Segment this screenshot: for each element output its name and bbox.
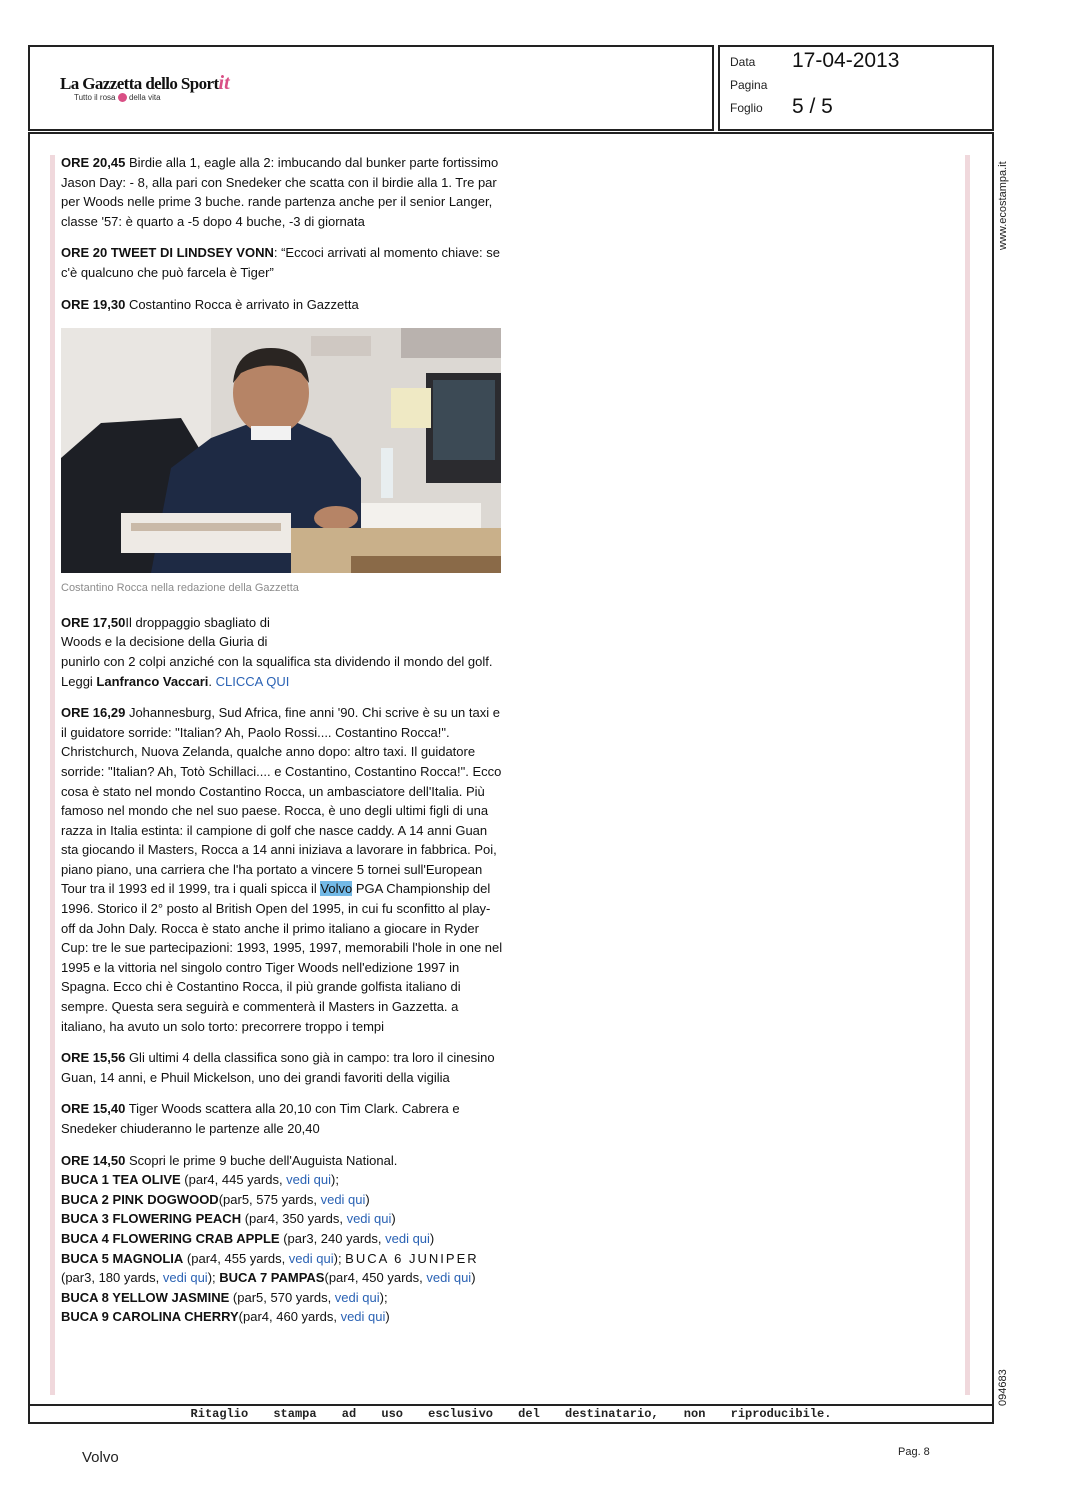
hole-name: BUCA 4 FLOWERING CRAB APPLE bbox=[61, 1230, 280, 1246]
hole-name: BUCA 7 PAMPAS bbox=[219, 1270, 325, 1286]
photo bbox=[61, 328, 501, 573]
hole-name: BUCA 9 CAROLINA CHERRY bbox=[61, 1309, 239, 1325]
update-time: ORE 17,50 bbox=[61, 614, 126, 630]
update-1556 bbox=[61, 1048, 503, 1087]
footer-page-number: Pag. 8 bbox=[898, 1446, 930, 1458]
hole-4-link[interactable]: vedi qui bbox=[385, 1230, 430, 1246]
update-1540 bbox=[61, 1099, 503, 1138]
sheet-label: Foglio bbox=[730, 101, 763, 115]
right-margin-bar bbox=[965, 155, 970, 1395]
hole-7-link[interactable]: vedi qui bbox=[426, 1270, 472, 1286]
page-label: Pagina bbox=[730, 78, 768, 92]
update-time: ORE 15,56 bbox=[61, 1050, 126, 1066]
hole-name: BUCA 2 PINK DOGWOOD bbox=[61, 1191, 219, 1207]
date-label: Data bbox=[730, 55, 756, 69]
left-margin-bar bbox=[50, 155, 55, 1395]
logo-suffix: it bbox=[218, 72, 230, 94]
update-time: ORE 19,30 bbox=[61, 296, 126, 312]
author-name: Lanfranco Vaccari bbox=[96, 673, 209, 689]
side-code: 094683 bbox=[997, 1369, 1009, 1406]
usage-notice: Ritaglio stampa ad uso esclusivo del destinatario, non riproducibile. bbox=[190, 1407, 832, 1421]
logo bbox=[60, 72, 230, 102]
update-text: Tiger Woods scattera alla 20,10 con Tim Clark. Cabrera e Snedeker chiuderanno le partenze alle 20,40 bbox=[61, 1101, 460, 1136]
highlight-volvo: Volvo bbox=[320, 881, 353, 897]
hole-name: BUCA 3 FLOWERING PEACH bbox=[61, 1211, 242, 1227]
article bbox=[61, 153, 503, 1327]
logo-title: La Gazzetta dello Sport bbox=[60, 74, 219, 93]
update-time: ORE 14,50 bbox=[61, 1152, 126, 1168]
update-2045 bbox=[61, 153, 503, 231]
logo-tagline: Tutto il rosa della vita bbox=[74, 93, 161, 102]
hole-name: BUCA 1 TEA OLIVE bbox=[61, 1172, 181, 1188]
update-time: ORE 20 TWEET DI LINDSEY VONN bbox=[61, 245, 274, 261]
hole-1-link[interactable]: vedi qui bbox=[286, 1172, 331, 1188]
click-here-link[interactable]: CLICCA QUI bbox=[215, 673, 290, 689]
footer-brand: Volvo bbox=[82, 1449, 119, 1466]
update-text: : “Eccoci arrivati al momento chiave: se c'è qualcuno che può farcela è Tiger” bbox=[61, 245, 500, 280]
hole-3-link[interactable]: vedi qui bbox=[346, 1211, 392, 1227]
side-url: www.ecostampa.it bbox=[997, 161, 1009, 250]
update-1930 bbox=[61, 295, 503, 315]
hole-5-link[interactable]: vedi qui bbox=[288, 1250, 334, 1266]
update-1629: ORE 16,29 Johannesburg, Sud Africa, fine anni '90. Chi scrive è su un taxi e il guidatore sorride: "Italian? Ah, Paolo Rossi.... Costantino Rocca!". Christchurch, Nuova Zelanda, qualche anno dopo: altro taxi. Il guidatore sorride: "Italian? Ah, Totò Schillaci.... e Costantino, Costantino Rocca!". Ecco cosa è stato nel mondo Costantino Rocca, un ambasciatore dell'Italia. Più famoso nel mondo che nel suo paese. Rocca, è uno degli ultimi figli di una razza in Italia estinta: il campione di golf che nasce caddy. A 14 anni Guan sta giocando il Masters, Rocca a 14 anni iniziava a lavorare in fabbrica. Poi, piano piano, una carriera che l'ha portato a vincere 5 tornei sull'European Tour tra il 1993 ed il 1999, tra i quali spicca il Volvo PGA Championship del 1996. Storico il 2° posto al British Open del 1995, in cui fu sconfitto al play-off da John Daly. Rocca è stato anche il primo italiano a giocare in Ryder Cup: tre le sue partecipazioni: 1993, 1995, 1997, memorabili l'hole in one nel 1995 e la vittoria nel singolo contro Tiger Woods nell'edizione 1997 in Spagna. Ecco chi è Costantino Rocca, il più grande golfista italiano di sempre. Questa sera seguirà e commenterà il Masters in Gazzetta. a italiano, ha avuto un solo torto: precorrere troppo i tempi bbox=[61, 705, 503, 1034]
sheet-value: 5 / 5 bbox=[792, 95, 833, 118]
update-time: ORE 20,45 bbox=[61, 155, 126, 170]
update-text: Costantino Rocca è arrivato in Gazzetta bbox=[125, 296, 359, 312]
update-text: Birdie alla 1, eagle alla 2: imbucando dal bunker parte fortissimo Jason Day: - 8, alla pari con Snedeker che scatta con il birdie alla 1. Tre par per Woods nelle prime 3 buche. rande partenza anche per il senior Langer, classe '57: è quarto a -5 dopo 4 buche, -3 di giornata bbox=[61, 155, 499, 229]
update-1750: ORE 17,50Il droppaggio sbagliato di Woods e la decisione della Giuria di punirlo con 2 colpi anziché con la squalifica sta dividendo il mondo del golf. Leggi Lanfranco Vaccari. CLICCA QUI bbox=[61, 614, 493, 689]
update-time: ORE 15,40 bbox=[61, 1101, 126, 1117]
logo-rose-icon bbox=[118, 93, 127, 102]
photo-illustration bbox=[61, 328, 501, 573]
strip-divider bbox=[28, 1404, 994, 1406]
photo-caption: Costantino Rocca nella redazione della Gazzetta bbox=[61, 582, 299, 595]
hole-6-link[interactable]: vedi qui bbox=[162, 1270, 208, 1286]
date-value: 17-04-2013 bbox=[792, 49, 900, 72]
hole-8-link[interactable]: vedi qui bbox=[334, 1289, 380, 1305]
update-1450: ORE 14,50 Scopri le prime 9 buche dell'Auguista National. BUCA 1 TEA OLIVE (par4, 445 yards, vedi qui); BUCA 2 PINK DOGWOOD(par5, 575 yards, vedi qui) BUCA 3 FLOWERING PEACH (par4, 350 yards, vedi qui) BUCA 4 FLOWERING CRAB APPLE (par3, 240 yards, vedi qui) BUCA 5 MAGNOLIA (par4, 455 yards, vedi qui); BUCA 6 JUNIPER (par3, 180 yards, vedi qui); BUCA 7 PAMPAS(par4, 450 yards, vedi qui) BUCA 8 YELLOW JASMINE (par5, 570 yards, vedi qui); BUCA 9 CAROLINA CHERRY(par4, 460 yards, vedi qui) bbox=[61, 1152, 479, 1325]
update-text: Gli ultimi 4 della classifica sono già in campo: tra loro il cinesino Guan, 14 anni, e Phuil Mickelson, uno dei grandi favoriti della vigilia bbox=[61, 1050, 495, 1085]
hole-name: BUCA 6 JUNIPER bbox=[345, 1250, 479, 1266]
hole-name: BUCA 5 MAGNOLIA bbox=[61, 1250, 184, 1266]
update-text: Scopri le prime 9 buche dell'Auguista National. bbox=[125, 1152, 398, 1168]
hole-9-link[interactable]: vedi qui bbox=[340, 1309, 386, 1325]
update-time: ORE 16,29 bbox=[61, 705, 126, 721]
update-tweet bbox=[61, 243, 503, 282]
hole-2-link[interactable]: vedi qui bbox=[320, 1191, 366, 1207]
hole-name: BUCA 8 YELLOW JASMINE bbox=[61, 1289, 230, 1305]
